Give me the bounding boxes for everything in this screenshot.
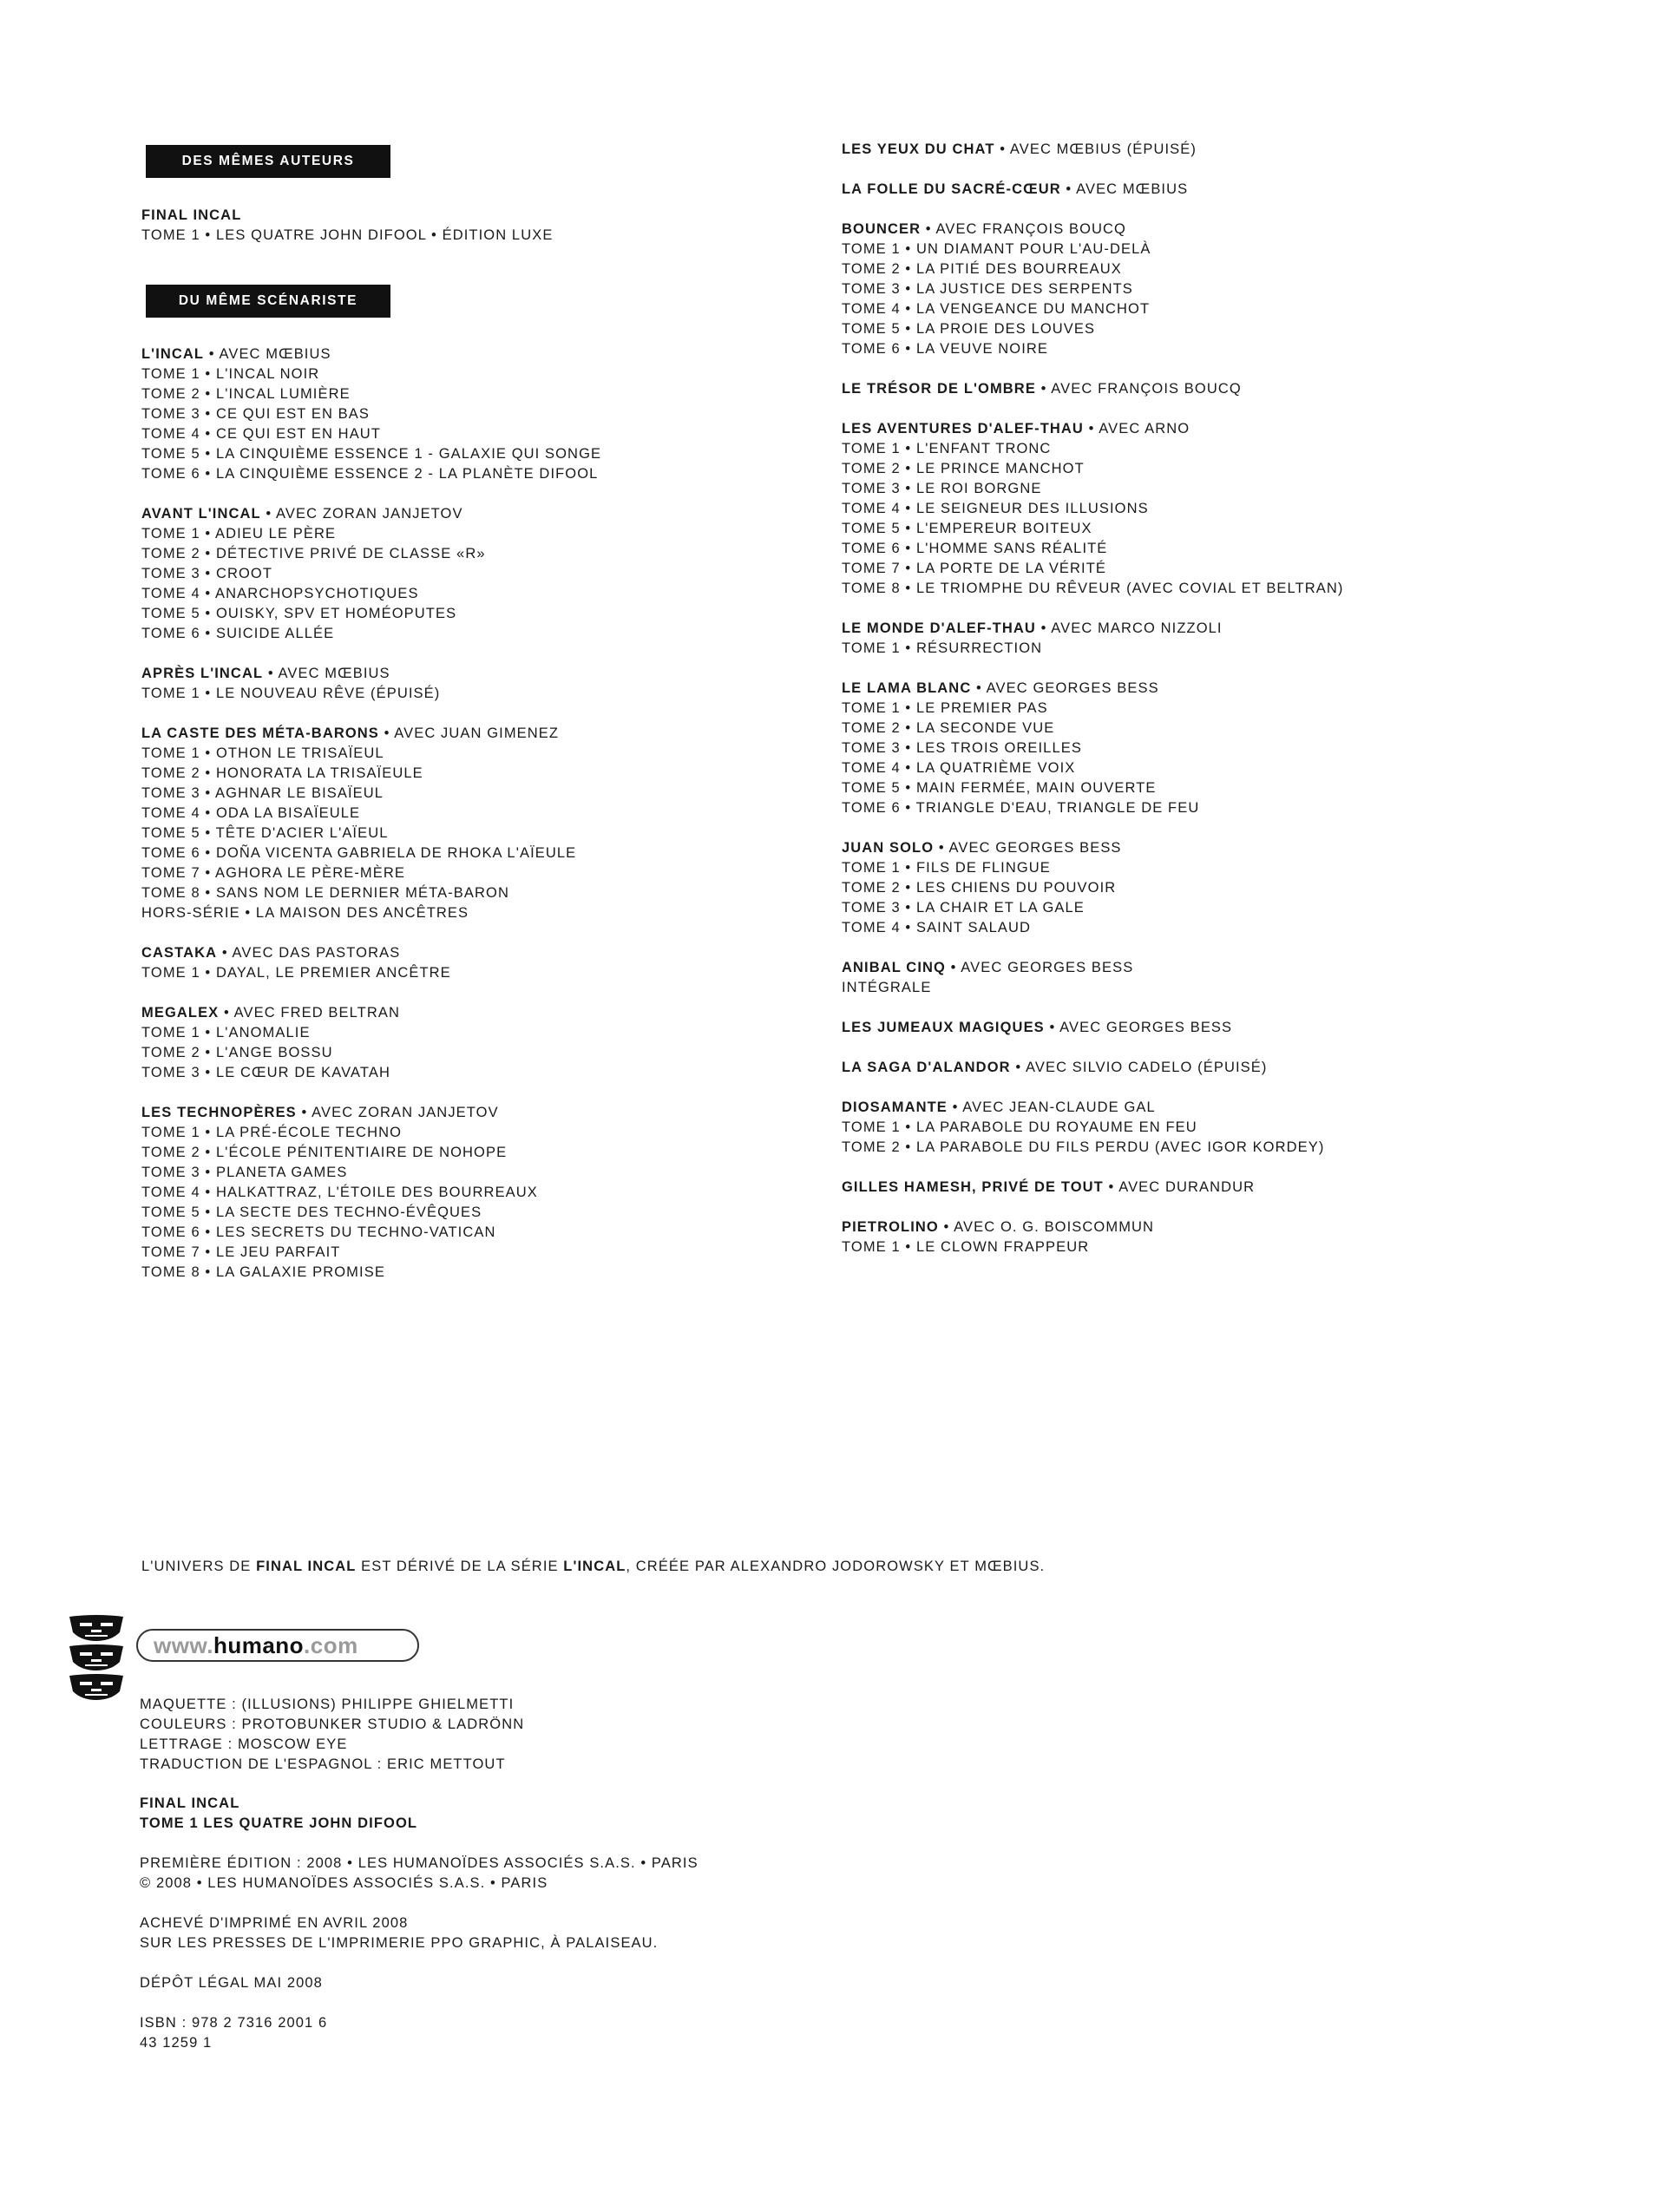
series-collaborator: • AVEC ZORAN JANJETOV	[296, 1105, 499, 1120]
series-volume: TOME 5 • LA CINQUIÈME ESSENCE 1 - GALAXIE QUI SONGE	[141, 446, 602, 462]
series-title: LA FOLLE DU SACRÉ-CŒUR	[842, 181, 1061, 197]
series-entry	[842, 958, 1344, 998]
series-entry	[842, 1098, 1344, 1158]
series-volume: TOME 2 • LES CHIENS DU POUVOIR	[842, 880, 1117, 896]
edition-line: PREMIÈRE ÉDITION : 2008 • LES HUMANOÏDES ASSOCIÉS S.A.S. • PARIS	[140, 1855, 699, 1871]
credits	[140, 1695, 524, 1775]
series-heading	[842, 838, 1344, 858]
series-volume: TOME 2 • L'INCAL LUMIÈRE	[141, 386, 351, 402]
series-volume: TOME 5 • LA SECTE DES TECHNO-ÉVÊQUES	[141, 1204, 482, 1220]
series-heading	[141, 724, 601, 744]
series-volume: TOME 3 • LE ROI BORGNE	[842, 481, 1042, 496]
series-collaborator: • AVEC JUAN GIMENEZ	[378, 725, 560, 741]
series-volume: TOME 5 • L'EMPEREUR BOITEUX	[842, 521, 1092, 536]
edition-info	[140, 1854, 699, 1894]
series-volume: TOME 6 • L'HOMME SANS RÉALITÉ	[842, 541, 1108, 556]
series-heading	[842, 140, 1344, 160]
series-entry	[842, 180, 1344, 200]
universe-text: , CRÉÉE PAR ALEXANDRO JODOROWSKY ET MŒBIUS.	[626, 1559, 1046, 1574]
series-collaborator: • AVEC MŒBIUS	[263, 666, 390, 681]
series-volume: TOME 4 • LA VENGEANCE DU MANCHOT	[842, 301, 1151, 317]
series-entry	[842, 619, 1344, 659]
series-volume: TOME 7 • LA PORTE DE LA VÉRITÉ	[842, 561, 1107, 576]
series-heading	[842, 1218, 1344, 1237]
series-collaborator: • AVEC FRANÇOIS BOUCQ	[1035, 381, 1242, 397]
universe-note	[141, 1557, 1045, 1577]
website-name: humano	[213, 1632, 305, 1658]
series-volume: TOME 3 • CE QUI EST EN BAS	[141, 406, 370, 422]
series-entry	[842, 1018, 1344, 1038]
series-title: LES JUMEAUX MAGIQUES	[842, 1020, 1045, 1035]
series-title: LE MONDE D'ALEF-THAU	[842, 620, 1036, 636]
credit-line: MAQUETTE : (ILLUSIONS) PHILIPPE GHIELMETTI	[140, 1697, 515, 1712]
series-entry	[141, 504, 601, 644]
series-heading	[842, 220, 1344, 240]
series-volume: TOME 3 • LES TROIS OREILLES	[842, 740, 1082, 756]
universe-incal: L'INCAL	[563, 1559, 626, 1574]
series-heading	[842, 379, 1344, 399]
series-volume: TOME 6 • LA CINQUIÈME ESSENCE 2 - LA PLANÈTE DIFOOL	[141, 466, 599, 482]
series-volume: TOME 1 • ADIEU LE PÈRE	[141, 526, 337, 542]
series-title: APRÈS L'INCAL	[141, 666, 264, 681]
series-heading	[842, 419, 1344, 439]
humanoides-masks-logo-icon	[68, 1615, 125, 1702]
series-volume: TOME 3 • LA JUSTICE DES SERPENTS	[842, 281, 1133, 297]
universe-final-incal: FINAL INCAL	[256, 1559, 357, 1574]
series-heading	[141, 1003, 601, 1023]
series-heading	[842, 1098, 1344, 1118]
series-collaborator: • AVEC SILVIO CADELO (ÉPUISÉ)	[1010, 1060, 1268, 1075]
series-volume: TOME 6 • LA VEUVE NOIRE	[842, 341, 1049, 357]
series-entry	[842, 679, 1344, 818]
series-volume: TOME 1 • LES QUATRE JOHN DIFOOL • ÉDITION LUXE	[141, 227, 554, 243]
series-entry	[842, 419, 1344, 599]
series-volume: TOME 1 • L'INCAL NOIR	[141, 366, 320, 382]
universe-text: L'UNIVERS DE	[141, 1559, 257, 1574]
series-volume: TOME 1 • LA PARABOLE DU ROYAUME EN FEU	[842, 1119, 1197, 1135]
series-entry	[842, 1178, 1344, 1198]
series-collaborator: • AVEC GEORGES BESS	[945, 960, 1134, 975]
isbn-line: ISBN : 978 2 7316 2001 6	[140, 2015, 328, 2031]
book-title	[140, 1794, 417, 1834]
website-prefix: www.	[154, 1632, 213, 1658]
series-heading	[842, 180, 1344, 200]
series-title: BOUNCER	[842, 221, 922, 237]
edition-line: © 2008 • LES HUMANOÏDES ASSOCIÉS S.A.S. • PARIS	[140, 1875, 548, 1891]
series-volume: TOME 7 • AGHORA LE PÈRE-MÈRE	[141, 865, 406, 881]
series-volume: TOME 1 • LE NOUVEAU RÊVE (ÉPUISÉ)	[141, 686, 441, 701]
series-heading	[141, 345, 601, 364]
series-volume: TOME 4 • SAINT SALAUD	[842, 920, 1032, 935]
series-volume: TOME 5 • OUISKY, SPV ET HOMÉOPUTES	[141, 606, 457, 621]
series-heading	[141, 664, 601, 684]
series-title: PIETROLINO	[842, 1219, 939, 1235]
depot-legal	[140, 1973, 323, 1993]
series-heading	[842, 679, 1344, 699]
series-volume: TOME 2 • L'ÉCOLE PÉNITENTIAIRE DE NOHOPE	[141, 1145, 508, 1160]
series-volume: TOME 5 • LA PROIE DES LOUVES	[842, 321, 1096, 337]
series-collaborator: • AVEC GEORGES BESS	[971, 680, 1159, 696]
series-title: LES TECHNOPÈRES	[141, 1105, 297, 1120]
series-volume: INTÉGRALE	[842, 980, 932, 995]
series-title: LES YEUX DU CHAT	[842, 141, 995, 157]
series-collaborator: • AVEC FRANÇOIS BOUCQ	[921, 221, 1126, 237]
series-volume: TOME 8 • LA GALAXIE PROMISE	[141, 1264, 385, 1280]
right-series-list	[842, 140, 1344, 1277]
series-title: LES AVENTURES D'ALEF-THAU	[842, 421, 1084, 436]
series-collaborator: • AVEC DURANDUR	[1103, 1179, 1256, 1195]
series-collaborator: • AVEC GEORGES BESS	[934, 840, 1122, 856]
series-volume: TOME 2 • LE PRINCE MANCHOT	[842, 461, 1085, 476]
series-collaborator: • AVEC MŒBIUS (ÉPUISÉ)	[994, 141, 1197, 157]
series-title: ANIBAL CINQ	[842, 960, 946, 975]
series-title: DIOSAMANTE	[842, 1099, 948, 1115]
series-volume: TOME 1 • LA PRÉ-ÉCOLE TECHNO	[141, 1125, 403, 1140]
series-volume: TOME 3 • PLANETA GAMES	[141, 1165, 348, 1180]
series-entry	[141, 1103, 601, 1283]
book-title-line: FINAL INCAL	[140, 1795, 240, 1811]
credit-line: LETTRAGE : MOSCOW EYE	[140, 1736, 348, 1752]
series-volume: TOME 2 • LA PITIÉ DES BOURREAUX	[842, 261, 1122, 277]
series-title: FINAL INCAL	[141, 207, 242, 223]
series-entry	[141, 1003, 601, 1083]
credit-line: COULEURS : PROTOBUNKER STUDIO & LADRÖNN	[140, 1716, 525, 1732]
series-volume: TOME 1 • UN DIAMANT POUR L'AU-DELÀ	[842, 241, 1151, 257]
series-volume: TOME 7 • LE JEU PARFAIT	[141, 1244, 341, 1260]
printing-line: SUR LES PRESSES DE L'IMPRIMERIE PPO GRAPHIC, À PALAISEAU.	[140, 1935, 659, 1951]
credit-line: TRADUCTION DE L'ESPAGNOL : ERIC METTOUT	[140, 1756, 506, 1772]
series-volume: TOME 2 • LA PARABOLE DU FILS PERDU (AVEC IGOR KORDEY)	[842, 1139, 1325, 1155]
series-title: MEGALEX	[141, 1005, 220, 1021]
series-entry	[141, 943, 601, 983]
series-volume: TOME 1 • DAYAL, LE PREMIER ANCÊTRE	[141, 965, 451, 981]
final-incal-entry	[141, 206, 553, 246]
website-suffix: .com	[304, 1632, 358, 1658]
series-heading	[842, 958, 1344, 978]
series-heading	[842, 1178, 1344, 1198]
series-volume: TOME 4 • LE SEIGNEUR DES ILLUSIONS	[842, 501, 1149, 516]
series-collaborator: • AVEC GEORGES BESS	[1044, 1020, 1233, 1035]
series-collaborator: • AVEC O. G. BOISCOMMUN	[938, 1219, 1155, 1235]
series-entry	[842, 140, 1344, 160]
series-volume: TOME 3 • AGHNAR LE BISAÏEUL	[141, 785, 384, 801]
series-collaborator: • AVEC MŒBIUS	[1060, 181, 1189, 197]
series-heading	[842, 1018, 1344, 1038]
series-volume: TOME 3 • LA CHAIR ET LA GALE	[842, 900, 1085, 916]
series-entry	[141, 345, 601, 484]
series-heading	[842, 619, 1344, 639]
series-volume: TOME 6 • SUICIDE ALLÉE	[141, 626, 335, 641]
series-title: JUAN SOLO	[842, 840, 935, 856]
isbn-line: 43 1259 1	[140, 2035, 213, 2051]
series-volume: TOME 1 • L'ENFANT TRONC	[842, 441, 1052, 456]
series-volume: TOME 8 • SANS NOM LE DERNIER MÉTA-BARON	[141, 885, 509, 901]
series-entry	[141, 724, 601, 923]
series-volume: TOME 1 • FILS DE FLINGUE	[842, 860, 1051, 876]
series-entry	[842, 220, 1344, 359]
series-heading	[842, 1058, 1344, 1078]
website-link[interactable]	[136, 1629, 419, 1662]
series-heading	[141, 504, 601, 524]
series-heading	[141, 943, 601, 963]
series-volume: TOME 6 • LES SECRETS DU TECHNO-VATICAN	[141, 1224, 496, 1240]
series-volume: TOME 5 • MAIN FERMÉE, MAIN OUVERTE	[842, 780, 1157, 796]
series-title: LE TRÉSOR DE L'OMBRE	[842, 381, 1036, 397]
series-entry	[842, 1058, 1344, 1078]
series-title: L'INCAL	[141, 346, 205, 362]
series-title: LA CASTE DES MÉTA-BARONS	[141, 725, 379, 741]
series-title: CASTAKA	[141, 945, 218, 961]
series-volume: TOME 8 • LE TRIOMPHE DU RÊVEUR (AVEC COVIAL ET BELTRAN)	[842, 581, 1344, 596]
depot-line: DÉPÔT LÉGAL MAI 2008	[140, 1975, 323, 1991]
series-title: AVANT L'INCAL	[141, 506, 261, 522]
series-volume: TOME 3 • LE CŒUR DE KAVATAH	[141, 1065, 390, 1080]
left-series-list	[141, 345, 601, 1303]
series-volume: TOME 4 • ODA LA BISAÏEULE	[141, 805, 361, 821]
series-volume: TOME 3 • CROOT	[141, 566, 273, 581]
series-collaborator: • AVEC MARCO NIZZOLI	[1035, 620, 1223, 636]
series-entry	[842, 838, 1344, 938]
series-collaborator: • AVEC MŒBIUS	[204, 346, 331, 362]
universe-text: EST DÉRIVÉ DE LA SÉRIE	[356, 1559, 564, 1574]
series-volume: TOME 2 • HONORATA LA TRISAÏEULE	[141, 765, 423, 781]
series-volume: TOME 1 • L'ANOMALIE	[141, 1025, 311, 1040]
series-collaborator: • AVEC DAS PASTORAS	[217, 945, 401, 961]
printing-line: ACHEVÉ D'IMPRIMÉ EN AVRIL 2008	[140, 1915, 409, 1931]
series-volume: TOME 6 • DOÑA VICENTA GABRIELA DE RHOKA L'AÏEULE	[141, 845, 577, 861]
series-heading	[141, 1103, 601, 1123]
series-collaborator: • AVEC ZORAN JANJETOV	[260, 506, 463, 522]
book-title-line: TOME 1 LES QUATRE JOHN DIFOOL	[140, 1815, 418, 1831]
series-title: LE LAMA BLANC	[842, 680, 972, 696]
series-volume: TOME 4 • HALKATTRAZ, L'ÉTOILE DES BOURREAUX	[141, 1185, 538, 1200]
series-entry	[842, 1218, 1344, 1257]
series-volume: TOME 2 • LA SECONDE VUE	[842, 720, 1055, 736]
isbn-info	[140, 2013, 327, 2053]
series-volume: HORS-SÉRIE • LA MAISON DES ANCÊTRES	[141, 905, 469, 921]
series-volume: TOME 4 • LA QUATRIÈME VOIX	[842, 760, 1076, 776]
series-volume: TOME 4 • ANARCHOPSYCHOTIQUES	[141, 586, 419, 601]
series-volume: TOME 1 • LE PREMIER PAS	[842, 700, 1048, 716]
series-volume: TOME 5 • TÊTE D'ACIER L'AÏEUL	[141, 825, 389, 841]
series-title: LA SAGA D'ALANDOR	[842, 1060, 1011, 1075]
series-entry	[141, 664, 601, 704]
section-label-meme-scenariste: DU MÊME SCÉNARISTE	[146, 285, 390, 318]
section-label-memes-auteurs: DES MÊMES AUTEURS	[146, 145, 390, 178]
series-collaborator: • AVEC JEAN-CLAUDE GAL	[947, 1099, 1156, 1115]
series-volume: TOME 1 • RÉSURRECTION	[842, 640, 1043, 656]
series-collaborator: • AVEC ARNO	[1083, 421, 1190, 436]
series-volume: TOME 4 • CE QUI EST EN HAUT	[141, 426, 381, 442]
series-volume: TOME 6 • TRIANGLE D'EAU, TRIANGLE DE FEU	[842, 800, 1200, 816]
series-title: GILLES HAMESH, PRIVÉ DE TOUT	[842, 1179, 1104, 1195]
series-volume: TOME 2 • DÉTECTIVE PRIVÉ DE CLASSE «R»	[141, 546, 486, 561]
series-collaborator: • AVEC FRED BELTRAN	[219, 1005, 401, 1021]
series-entry	[842, 379, 1344, 399]
series-volume: TOME 1 • LE CLOWN FRAPPEUR	[842, 1239, 1090, 1255]
printing-info	[140, 1913, 658, 1953]
series-volume: TOME 1 • OTHON LE TRISAÏEUL	[141, 745, 384, 761]
series-volume: TOME 2 • L'ANGE BOSSU	[141, 1045, 333, 1060]
